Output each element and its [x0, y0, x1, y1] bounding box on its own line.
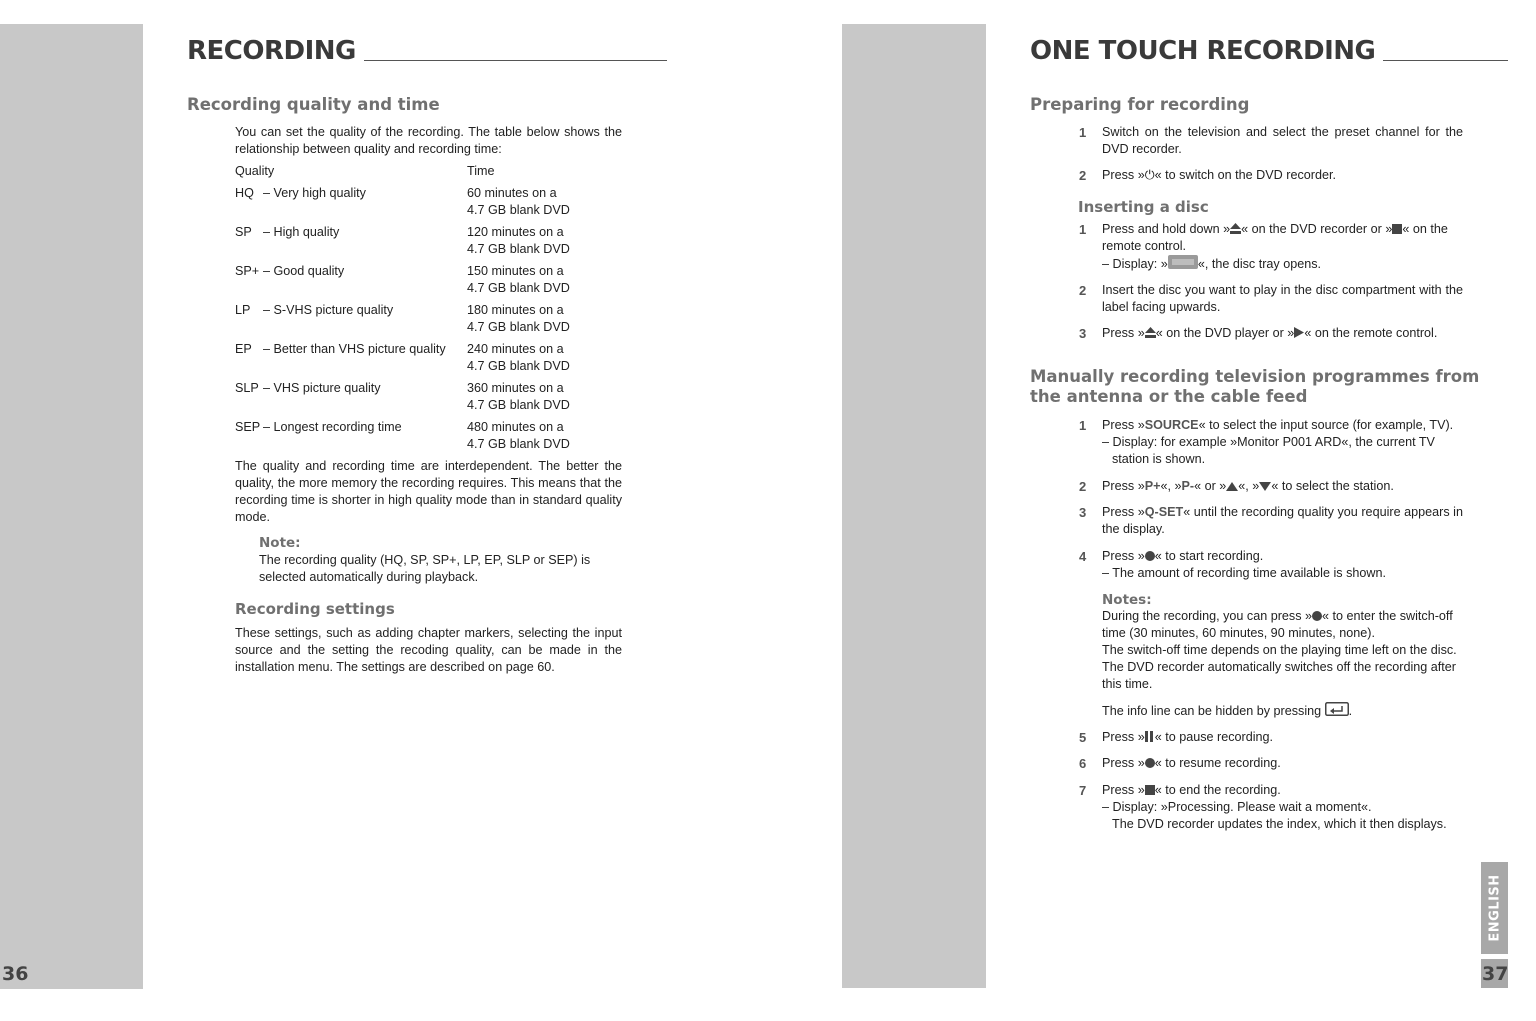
eject-icon — [1145, 327, 1156, 338]
pause-icon — [1145, 730, 1155, 744]
page-number-right: 37 — [1482, 963, 1509, 985]
notes-paragraph-1: During the recording, you can press » « to enter the switch-off time (30 minutes, 60 minutes, 90 minutes, none). — [1102, 609, 1453, 640]
notes-heading: Notes: — [1102, 592, 1152, 608]
intro-paragraph: You can set the quality of the recording. The table below shows the relationship between quality and recording time: — [235, 125, 622, 156]
return-key-icon — [1325, 702, 1349, 716]
section-heading-recording-quality: Recording quality and time — [187, 95, 440, 114]
display-open-icon — [1168, 255, 1198, 269]
record-icon — [1312, 611, 1322, 621]
arrow-down-icon — [1259, 482, 1271, 491]
table-header-time: Time — [467, 164, 495, 178]
settings-paragraph: These settings, such as adding chapter markers, selecting the input source and the setting the recoding quality, can be made in the installation menu. The settings are described on page 60. — [235, 626, 622, 674]
note-heading: Note: — [259, 535, 301, 551]
interdependent-paragraph: The quality and recording time are interdependent. The better the quality, the more memory the recording requires. This means that the recording time is shorter in high quality mode than in standard quality mode. — [235, 459, 622, 524]
notes-paragraph-2: The switch-off time depends on the playing time left on the disc. The DVD recorder automatically switches off the recording after this time. — [1102, 643, 1457, 691]
record-icon — [1145, 758, 1155, 768]
stop-icon — [1145, 785, 1155, 795]
record-icon — [1145, 551, 1155, 561]
section-heading-manual-recording: Manually recording television programmes from the antenna or the cable feed — [1030, 367, 1480, 406]
left-margin-band — [0, 24, 143, 989]
stop-icon — [1392, 224, 1402, 234]
section-heading-inserting-disc: Inserting a disc — [1078, 198, 1209, 216]
eject-icon — [1230, 223, 1241, 234]
section-heading-recording-settings: Recording settings — [235, 600, 395, 618]
play-icon — [1294, 327, 1304, 338]
note-text: The recording quality (HQ, SP, SP+, LP, EP, SLP or SEP) is selected automatically during playback. — [259, 553, 591, 584]
page-title-right: ONE TOUCH RECORDING — [1030, 36, 1508, 66]
table-header-quality: Quality — [235, 164, 275, 178]
page-title-left: RECORDING — [187, 36, 667, 66]
page-number-left: 36 — [2, 963, 29, 985]
arrow-up-icon — [1226, 482, 1238, 491]
power-icon: ⏻ — [1144, 168, 1155, 182]
language-side-tab: ENGLISH — [1481, 862, 1508, 954]
gutter-band — [842, 24, 986, 988]
section-heading-preparing: Preparing for recording — [1030, 95, 1250, 114]
info-line-text: The info line can be hidden by pressing . — [1102, 704, 1353, 718]
